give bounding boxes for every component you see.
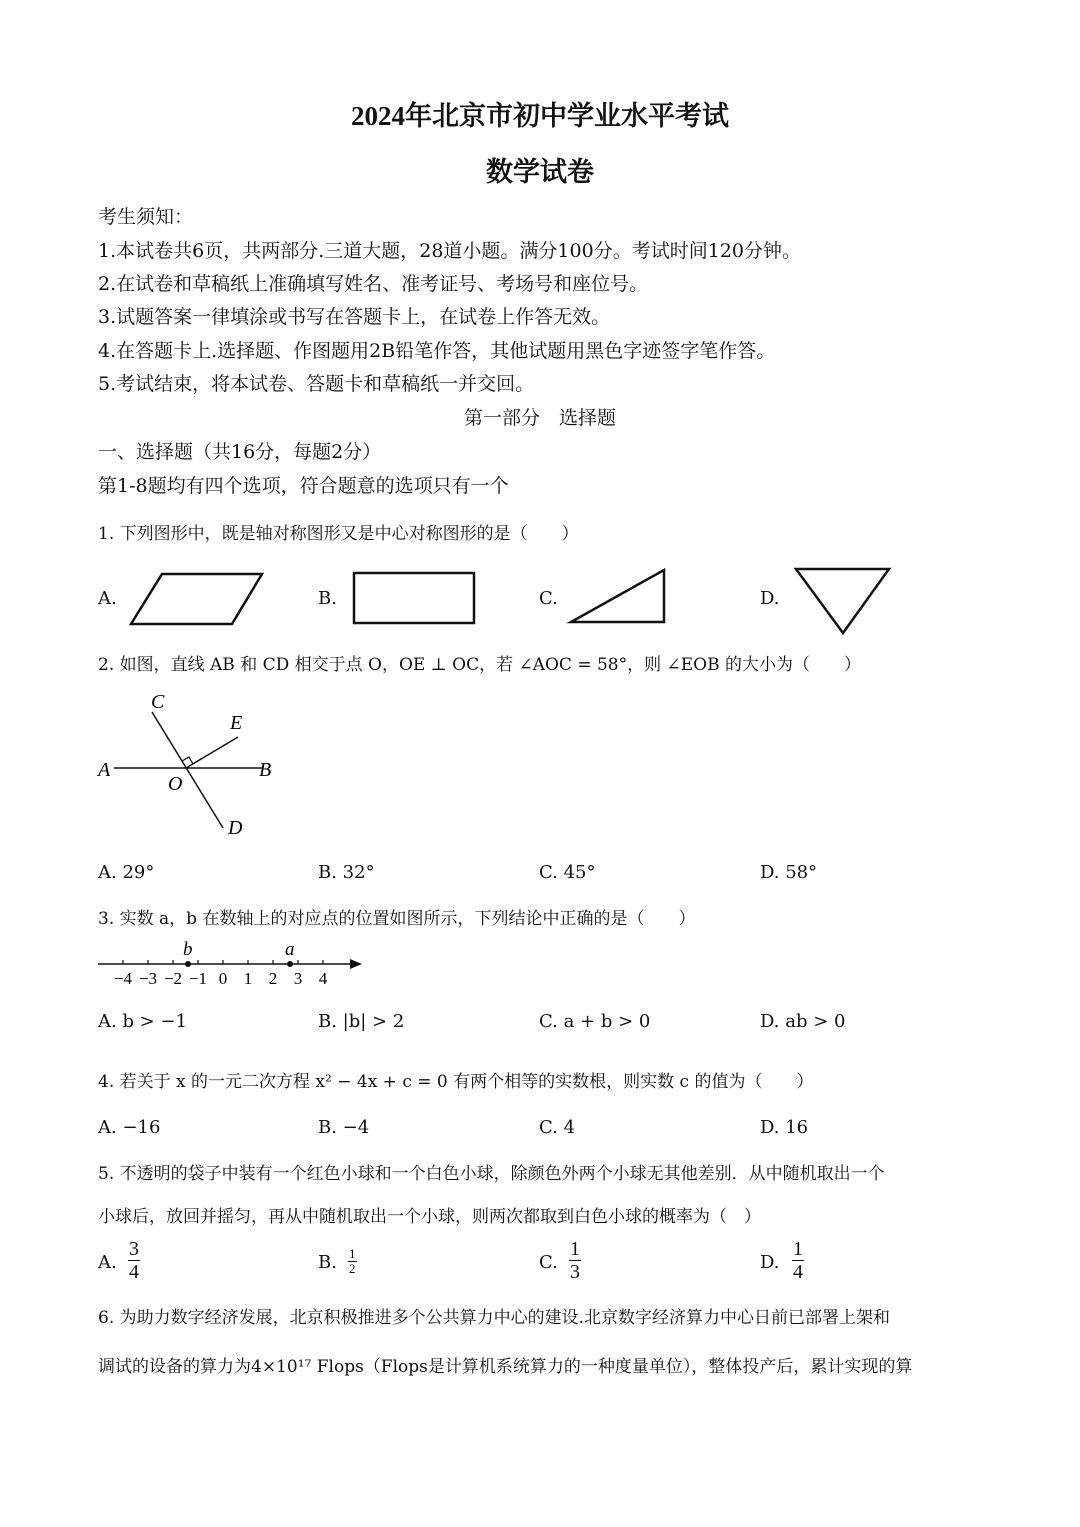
q1-rectangle-shape <box>354 573 474 623</box>
number-line-tick-label: −3 <box>138 969 158 988</box>
question-1-stem: 1. 下列图形中，既是轴对称图形又是中心对称图形的是（ ） <box>98 524 579 544</box>
notice-item-5: 5.考试结束，将本试卷、答题卡和草稿纸一并交回。 <box>98 373 535 395</box>
label-o: O <box>168 773 183 795</box>
label-point-a: a <box>285 939 295 960</box>
q5-fraction-c: $\frac{1}{3}$ <box>570 1238 580 1283</box>
q5-option-d: D. <box>760 1252 780 1273</box>
q3-option-d: D. ab > 0 <box>760 1011 846 1032</box>
q3-option-a: A. b > −1 <box>98 1011 188 1032</box>
ray-oe <box>186 737 238 768</box>
notice-heading: 考生须知： <box>98 206 194 228</box>
question-3-stem: 3. 实数 a，b 在数轴上的对应点的位置如图所示，下列结论中正确的是（ ） <box>98 909 696 929</box>
q1-option-d: D. <box>760 588 780 609</box>
section-heading: 一、选择题（共16分，每题2分） <box>98 441 382 463</box>
q4-option-d: D. 16 <box>760 1117 809 1138</box>
label-b: B <box>259 759 272 781</box>
q5-option-a: A. <box>98 1252 117 1273</box>
q4-option-a: A. −16 <box>98 1117 161 1138</box>
q2-figure <box>96 691 271 839</box>
q1-inverted-triangle-shape <box>796 569 889 633</box>
question-4-stem: 4. 若关于 x 的一元二次方程 x² − 4x + c = 0 有两个相等的实数根，则实数 c 的值为（ ） <box>98 1072 814 1092</box>
number-line-tick-label: 2 <box>268 969 278 988</box>
exam-title: 2024年北京市初中学业水平考试 <box>351 101 729 131</box>
arrow-icon <box>350 959 362 969</box>
label-a: A <box>98 759 111 781</box>
q4-option-b: B. −4 <box>318 1117 370 1138</box>
q2-option-c: C. 45° <box>539 862 596 883</box>
q4-option-c: C. 4 <box>539 1117 576 1138</box>
exam-subtitle: 数学试卷 <box>486 157 594 187</box>
q3-option-b: B. |b| > 2 <box>318 1011 405 1032</box>
number-line-tick-label: −1 <box>188 969 208 988</box>
question-2-stem: 2. 如图，直线 AB 和 CD 相交于点 O，OE ⊥ OC，若 ∠AOC = 58°，则 ∠EOB 的大小为（ ） <box>98 655 862 675</box>
section-instruction: 第1-8题均有四个选项，符合题意的选项只有一个 <box>98 475 509 497</box>
q5-fraction-a: $\frac{3}{4}$ <box>129 1238 139 1283</box>
q5-fraction-b: $\frac{1}{2}$ <box>349 1246 356 1277</box>
label-c: C <box>151 691 165 713</box>
q2-option-b: B. 32° <box>318 862 375 883</box>
q3-option-c: C. a + b > 0 <box>539 1011 651 1032</box>
label-point-b: b <box>183 939 193 960</box>
question-5-stem-line-1: 5. 不透明的袋子中装有一个红色小球和一个白色小球，除颜色外两个小球无其他差别．从中随机取出一个 <box>98 1164 885 1184</box>
q2-option-a: A. 29° <box>98 862 155 883</box>
notice-item-3: 3.试题答案一律填涂或书写在答题卡上，在试卷上作答无效。 <box>98 306 611 328</box>
number-line-tick-label: 0 <box>218 969 228 988</box>
question-6-stem-line-1: 6. 为助力数字经济发展，北京积极推进多个公共算力中心的建设.北京数字经济算力中心日前已部署上架和 <box>98 1308 891 1328</box>
number-line-tick-label: 4 <box>318 969 328 988</box>
q3-number-line <box>98 939 362 988</box>
q1-option-b: B. <box>318 588 337 609</box>
point-a <box>287 961 293 967</box>
label-e: E <box>230 712 243 734</box>
number-line-tick-label: 1 <box>243 969 253 988</box>
q5-option-b: B. <box>318 1252 337 1273</box>
question-6-stem-line-2: 调试的设备的算力为4×10¹⁷ Flops（Flops是计算机系统算力的一种度量单位），整体投产后，累计实现的算 <box>98 1357 913 1377</box>
number-line-tick-label: −4 <box>113 969 133 988</box>
q5-fraction-d: $\frac{1}{4}$ <box>793 1238 803 1283</box>
q1-option-a: A. <box>98 588 117 609</box>
q1-option-c: C. <box>539 588 558 609</box>
number-line-tick-label: −2 <box>163 969 183 988</box>
q5-option-c: C. <box>539 1252 558 1273</box>
question-5-stem-line-2: 小球后，放回并摇匀，再从中随机取出一个小球，则两次都取到白色小球的概率为（ ） <box>98 1207 761 1227</box>
number-line-tick-label: 3 <box>293 969 303 988</box>
q2-option-d: D. 58° <box>760 862 818 883</box>
q1-parallelogram-shape <box>131 574 262 624</box>
notice-item-1: 1.本试卷共6页，共两部分.三道大题，28道小题。满分100分。考试时间120分钟。 <box>98 240 801 262</box>
label-d: D <box>228 817 243 839</box>
line-cd <box>152 712 223 828</box>
part1-heading: 第一部分 选择题 <box>463 407 616 429</box>
notice-item-4: 4.在答题卡上.选择题、作图题用2B铅笔作答，其他试题用黑色字迹签字笔作答。 <box>98 340 776 362</box>
point-b <box>185 961 191 967</box>
notice-item-2: 2.在试卷和草稿纸上准确填写姓名、准考证号、考场号和座位号。 <box>98 273 649 295</box>
q1-right-triangle-shape <box>571 570 664 622</box>
